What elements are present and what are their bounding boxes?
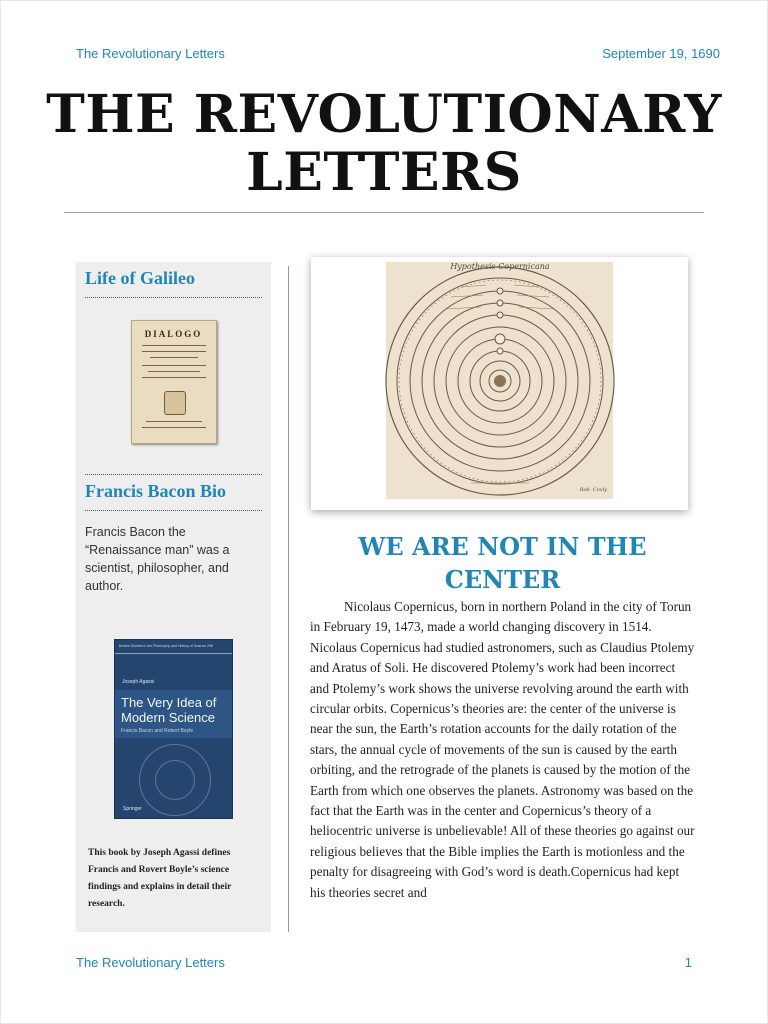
headline-line-2: CENTER xyxy=(444,565,561,594)
article-body: Nicolaus Copernicus, born in northern Poland in the city of Torun in February 19, 1473, made a world changing discovery in 1514. Nicolaus Copernicus had studied astronomers, such as Claudius Ptolemy and Aratus of Soli. He discovered Ptolemy’s work had been incorrect and Ptolemy’s work shows the universe revolving around the earth with circular orbits. Copernicus’s theories are: the center of the universe is near the sun, the Earth’s rotation accounts for the daily rotation of the stars, the annual cycle of movements of the sun is caused by the earth orbiting, and the retrograde of the planets is caused by the motion of the Earth from which one observes the planets. Astronomy was based on the fact that the Earth was in the center and Copernicus’s theory of a heliocentric universe is unbelievable! All of these theories go against our religious believes that the Bible implies the Earth is motionless and the penalty for disagreeing with God’s word is death.Copernicus had kept his theories secret and xyxy=(310,599,695,900)
book-publisher: Springer xyxy=(123,806,142,812)
book-series-text: Boston Studies in the Philosophy and History of Science 298 xyxy=(119,644,213,648)
column-divider xyxy=(288,266,289,932)
bacon-bio-text: Francis Bacon the “Renaissance man” was a scientist, philosopher, and author. xyxy=(85,525,230,593)
masthead-divider xyxy=(64,212,704,213)
diagram-signature: Rob. Coxly xyxy=(579,487,607,493)
header-date: September 19, 1690 xyxy=(602,46,720,61)
sidebar xyxy=(76,262,271,932)
book-title: The Very Idea of Modern Science xyxy=(121,695,217,725)
dialogo-book-cover-image xyxy=(131,320,217,444)
book-subtitle: Francis Bacon and Robert Boyle xyxy=(121,728,193,734)
header-publication-name: The Revolutionary Letters xyxy=(76,46,225,61)
running-header xyxy=(76,46,720,61)
diagram-label: Hypothesis Copernicana xyxy=(450,262,550,271)
copernican-diagram-image xyxy=(311,257,688,510)
book-caption: This book by Joseph Agassi defines Francis and Rovert Boyle’s science findings and explains in detail their research. xyxy=(88,848,232,909)
sidebar-heading-galileo: Life of Galileo xyxy=(85,262,262,298)
heliocentric-diagram-svg xyxy=(311,257,688,510)
page-number: 1 xyxy=(684,955,692,970)
book-author: Joseph Agassi xyxy=(122,679,155,685)
sidebar-heading-bacon: Francis Bacon Bio xyxy=(85,475,262,511)
masthead-title xyxy=(40,86,728,202)
masthead-line-2: LETTERS xyxy=(246,142,522,203)
footer-publication-name: The Revolutionary Letters xyxy=(76,955,225,970)
modern-science-book-cover-image xyxy=(114,639,233,819)
page-footer xyxy=(76,955,692,970)
masthead-line-1: THE REVOLUTIONARY xyxy=(46,84,722,145)
cover-emblem xyxy=(164,391,186,415)
dialogo-cover-title: DIALOGO xyxy=(144,329,203,339)
headline-line-1: WE ARE NOT IN THE xyxy=(358,532,647,561)
article-headline xyxy=(310,530,695,596)
